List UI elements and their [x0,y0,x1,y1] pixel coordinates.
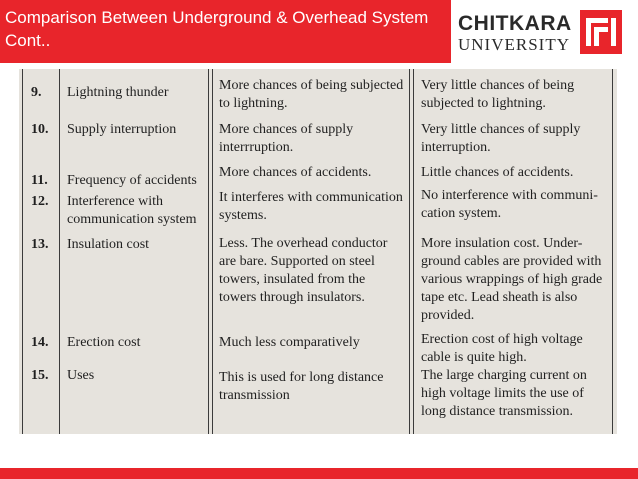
feature-cell: Insulation cost [67,237,150,252]
feature-cell: Interference with communication system [67,194,197,227]
underground-cell: More insulation cost. Under-ground cables are provided with various wrappings of high grade tape etc. Lead sheath is also provided. [421,236,603,323]
feature-cell: Frequency of accidents [67,173,197,188]
overhead-cell: This is used for long distance transmission [219,370,384,403]
feature-cell: Lightning thunder [67,85,169,100]
row-number: 12. [31,194,49,209]
overhead-cell: Much less comparatively [219,335,360,350]
chitkara-logo-mark-icon [580,10,622,54]
row-number: 10. [31,122,49,137]
row-number: 15. [31,368,49,383]
table-column-divider [59,69,60,434]
underground-cell: Very little chances of being subjected to lightning. [421,78,575,111]
underground-cell: The large charging current on high voltage limits the use of long distance transmission. [421,368,587,419]
feature-cell: Uses [67,368,95,383]
overhead-cell: It interferes with communication systems. [219,190,403,223]
footer-bar [0,468,638,479]
row-number: 13. [31,237,49,252]
underground-cell: Erection cost of high voltage cable is quite high. [421,332,583,365]
slide-title: Comparison Between Underground & Overhead System Cont.. [5,8,429,50]
row-number: 14. [31,335,49,350]
table-column-divider [409,69,414,434]
overhead-cell: More chances of being subjected to lightning. [219,78,404,111]
overhead-cell: Less. The overhead conductor are bare. Supported on steel towers, insulated from the towers through insulators. [219,236,388,305]
underground-cell: Little chances of accidents. [421,165,574,180]
table-column-divider [208,69,213,434]
university-logo [452,0,638,63]
feature-cell: Supply interruption [67,122,177,137]
row-number: 9. [31,85,42,100]
overhead-cell: More chances of accidents. [219,165,372,180]
overhead-cell: More chances of supply interrruption. [219,122,354,155]
logo-name: CHITKARA [458,12,572,35]
underground-cell: No interference with communi-cation system. [421,188,598,221]
comparison-table [19,69,617,434]
feature-cell: Erection cost [67,335,141,350]
header-bar [0,0,451,63]
row-number: 11. [31,173,48,188]
table-border [612,69,613,434]
underground-cell: Very little chances of supply interruption. [421,122,581,155]
logo-subtitle: UNIVERSITY [458,35,570,54]
table-border [22,69,23,434]
scanned-comparison-table [19,69,617,434]
